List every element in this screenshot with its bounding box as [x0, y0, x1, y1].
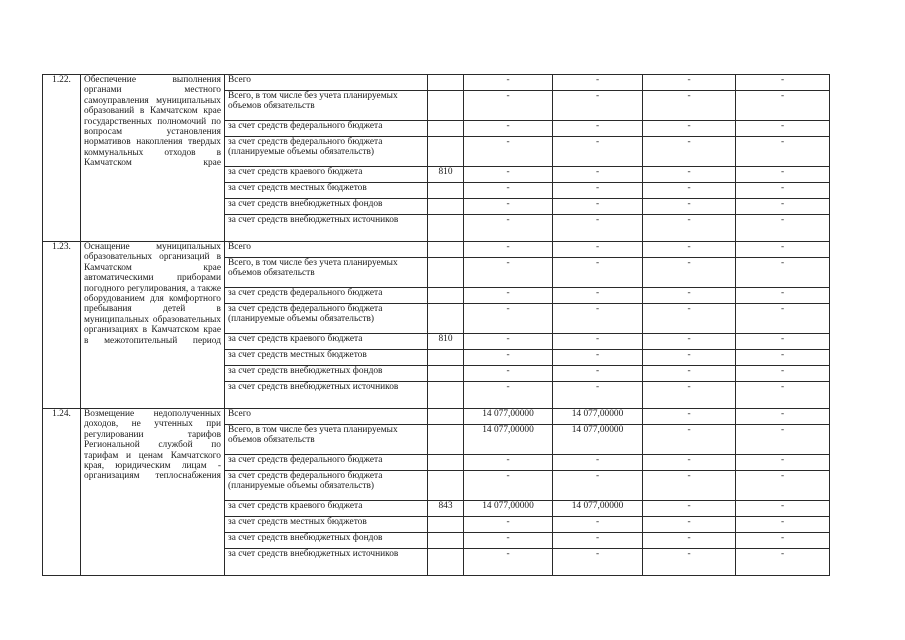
value-cell: - [464, 382, 553, 409]
value-cell: - [553, 215, 643, 242]
value-cell: - [553, 121, 643, 137]
table-body [43, 75, 830, 576]
value-cell: - [736, 471, 830, 501]
value-cell: - [553, 366, 643, 382]
value-cell: - [464, 455, 553, 471]
value-cell: - [736, 455, 830, 471]
value-cell: - [643, 350, 736, 366]
budget-code [428, 258, 464, 288]
value-cell: - [464, 549, 553, 576]
value-cell: - [464, 183, 553, 199]
value-cell: - [736, 75, 830, 91]
funding-source: за счет средств краевого бюджета [225, 334, 428, 350]
value-cell: - [643, 549, 736, 576]
value-cell: - [643, 366, 736, 382]
value-cell: - [643, 183, 736, 199]
budget-code [428, 455, 464, 471]
value-cell: - [464, 242, 553, 258]
value-cell: - [553, 517, 643, 533]
value-cell: - [643, 75, 736, 91]
funding-source: за счет средств краевого бюджета [225, 167, 428, 183]
value-cell: - [643, 137, 736, 167]
value-cell: - [736, 409, 830, 425]
value-cell: - [736, 366, 830, 382]
value-cell: - [553, 455, 643, 471]
value-cell: - [553, 91, 643, 121]
funding-source: Всего [225, 75, 428, 91]
section-number: 1.24. [43, 409, 81, 576]
budget-code [428, 425, 464, 455]
budget-code [428, 350, 464, 366]
funding-source: за счет средств местных бюджетов [225, 350, 428, 366]
funding-source: за счет средств внебюджетных фондов [225, 533, 428, 549]
value-cell: - [736, 382, 830, 409]
funding-source: Всего, в том числе без учета планируемых объемов обязательств [225, 425, 428, 455]
funding-source: за счет средств внебюджетных источников [225, 382, 428, 409]
budget-code [428, 183, 464, 199]
value-cell: - [643, 409, 736, 425]
value-cell: - [464, 215, 553, 242]
value-cell: - [464, 137, 553, 167]
value-cell: - [736, 121, 830, 137]
funding-source: за счет средств внебюджетных источников [225, 549, 428, 576]
section-name: Обеспечение выполнения органами местного самоуправления муниципальных образований в Камчатском крае государственных полномочий по вопросам установления нормативов накопления твердых коммунальных отходов в Камчатском крае [81, 75, 225, 242]
value-cell: - [553, 167, 643, 183]
value-cell: - [643, 258, 736, 288]
funding-source: Всего [225, 242, 428, 258]
value-cell: - [464, 517, 553, 533]
value-cell: - [643, 517, 736, 533]
budget-code [428, 533, 464, 549]
budget-code [428, 471, 464, 501]
funding-source: за счет средств местных бюджетов [225, 183, 428, 199]
value-cell: - [643, 501, 736, 517]
value-cell: - [464, 75, 553, 91]
value-cell: - [553, 288, 643, 304]
value-cell: - [736, 167, 830, 183]
value-cell: 14 077,00000 [464, 409, 553, 425]
section-number: 1.22. [43, 75, 81, 242]
value-cell: - [553, 183, 643, 199]
value-cell: - [736, 334, 830, 350]
value-cell: - [553, 75, 643, 91]
funding-source: за счет средств местных бюджетов [225, 517, 428, 533]
value-cell: - [464, 366, 553, 382]
value-cell: - [553, 549, 643, 576]
value-cell: - [553, 304, 643, 334]
value-cell: - [643, 215, 736, 242]
value-cell: - [553, 533, 643, 549]
table-row [43, 75, 830, 91]
value-cell: - [736, 199, 830, 215]
funding-source: за счет средств краевого бюджета [225, 501, 428, 517]
funding-source: за счет средств внебюджетных фондов [225, 366, 428, 382]
budget-code [428, 288, 464, 304]
budget-code [428, 549, 464, 576]
value-cell: - [736, 533, 830, 549]
value-cell: - [736, 137, 830, 167]
budget-code: 810 [428, 167, 464, 183]
funding-source: за счет средств федерального бюджета [225, 288, 428, 304]
value-cell: - [736, 425, 830, 455]
value-cell: 14 077,00000 [553, 425, 643, 455]
budget-code: 810 [428, 334, 464, 350]
value-cell: 14 077,00000 [553, 501, 643, 517]
value-cell: - [736, 350, 830, 366]
value-cell: - [736, 258, 830, 288]
value-cell: - [643, 304, 736, 334]
funding-source: за счет средств федерального бюджета [225, 455, 428, 471]
budget-code [428, 91, 464, 121]
value-cell: - [553, 350, 643, 366]
table-row [43, 409, 830, 425]
budget-code [428, 199, 464, 215]
value-cell: - [464, 334, 553, 350]
value-cell: - [736, 288, 830, 304]
value-cell: - [464, 350, 553, 366]
budget-code [428, 215, 464, 242]
budget-code [428, 517, 464, 533]
budget-code [428, 137, 464, 167]
value-cell: - [643, 533, 736, 549]
value-cell: - [736, 215, 830, 242]
section-number: 1.23. [43, 242, 81, 409]
budget-code [428, 366, 464, 382]
table-row [43, 242, 830, 258]
budget-code [428, 242, 464, 258]
value-cell: 14 077,00000 [464, 425, 553, 455]
value-cell: - [643, 471, 736, 501]
value-cell: - [736, 517, 830, 533]
value-cell: - [736, 242, 830, 258]
value-cell: - [643, 91, 736, 121]
value-cell: - [643, 334, 736, 350]
funding-source: Всего [225, 409, 428, 425]
value-cell: - [464, 533, 553, 549]
budget-code [428, 382, 464, 409]
section-name: Возмещение недополученных доходов, не учтенных при регулировании тарифов Региональной службой по тарифам и ценам Камчатского края, юридическим лицам - организациям теплоснабжения [81, 409, 225, 576]
value-cell: - [464, 199, 553, 215]
value-cell: - [643, 199, 736, 215]
value-cell: - [464, 471, 553, 501]
value-cell: - [643, 288, 736, 304]
value-cell: - [736, 91, 830, 121]
budget-code [428, 75, 464, 91]
funding-source: за счет средств федерального бюджета (планируемые объемы обязательств) [225, 471, 428, 501]
value-cell: - [643, 242, 736, 258]
value-cell: - [553, 382, 643, 409]
budget-code [428, 409, 464, 425]
funding-source: за счет средств федерального бюджета (планируемые объемы обязательств) [225, 137, 428, 167]
value-cell: - [736, 183, 830, 199]
value-cell: - [464, 258, 553, 288]
value-cell: - [643, 167, 736, 183]
value-cell: - [553, 258, 643, 288]
funding-source: Всего, в том числе без учета планируемых объемов обязательств [225, 91, 428, 121]
value-cell: 14 077,00000 [464, 501, 553, 517]
value-cell: - [464, 304, 553, 334]
funding-source: за счет средств федерального бюджета [225, 121, 428, 137]
value-cell: - [643, 121, 736, 137]
section-name: Оснащение муниципальных образовательных организаций в Камчатском крае автоматическими приборами погодного регулирования, а также оборудованием для комфортного пребывания детей в муниципальных образовательных организациях в Камчатском крае в межотопительный период [81, 242, 225, 409]
budget-code: 843 [428, 501, 464, 517]
value-cell: - [464, 91, 553, 121]
value-cell: - [736, 501, 830, 517]
value-cell: - [464, 288, 553, 304]
value-cell: - [553, 334, 643, 350]
budget-code [428, 304, 464, 334]
funding-source: за счет средств внебюджетных источников [225, 215, 428, 242]
budget-table [42, 74, 830, 576]
value-cell: - [736, 549, 830, 576]
value-cell: - [464, 167, 553, 183]
value-cell: - [553, 242, 643, 258]
value-cell: - [553, 137, 643, 167]
value-cell: - [643, 455, 736, 471]
value-cell: - [736, 304, 830, 334]
funding-source: за счет средств внебюджетных фондов [225, 199, 428, 215]
funding-source: Всего, в том числе без учета планируемых объемов обязательств [225, 258, 428, 288]
value-cell: - [553, 471, 643, 501]
value-cell: 14 077,00000 [553, 409, 643, 425]
value-cell: - [553, 199, 643, 215]
value-cell: - [643, 382, 736, 409]
funding-source: за счет средств федерального бюджета (планируемые объемы обязательств) [225, 304, 428, 334]
budget-code [428, 121, 464, 137]
value-cell: - [464, 121, 553, 137]
value-cell: - [643, 425, 736, 455]
